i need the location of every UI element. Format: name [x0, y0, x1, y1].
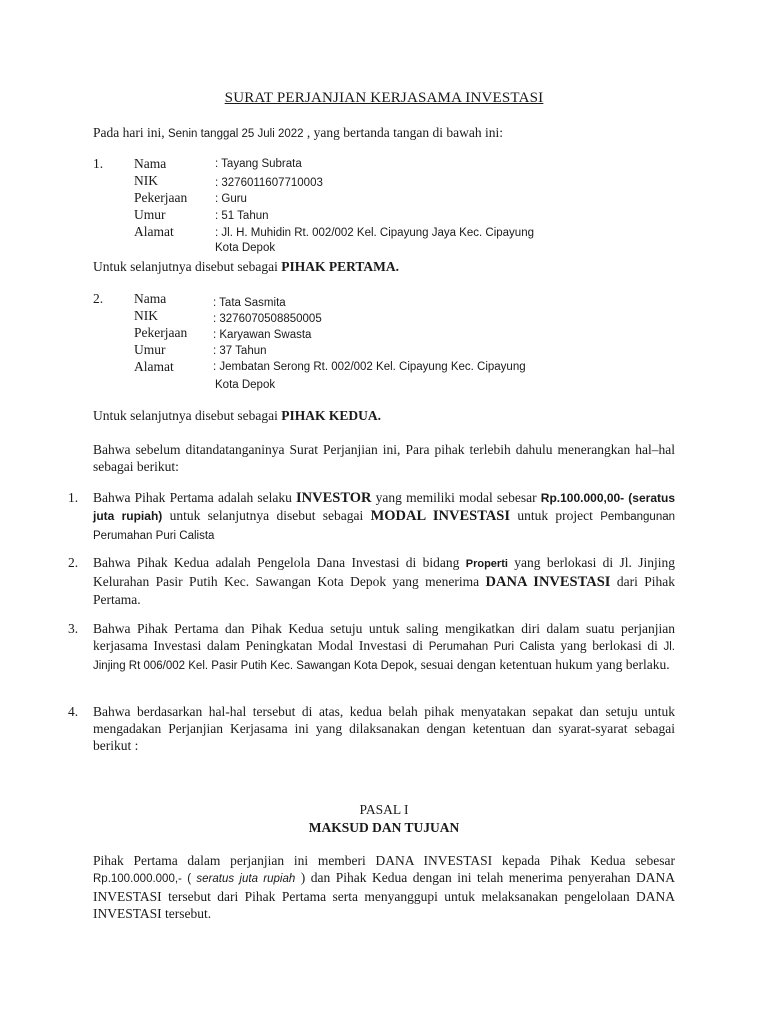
party-1-label-umur: Umur	[134, 207, 166, 222]
pasal-amount: Rp.100.000.000,- (	[93, 873, 197, 885]
pasal-heading: MAKSUD DAN TUJUAN	[308, 820, 460, 835]
item-1-number: 1.	[68, 490, 79, 505]
party-1-value-nama: : Tayang Subrata	[215, 158, 302, 170]
intro-post: , yang bertanda tangan di bawah ini:	[303, 125, 503, 140]
item-3-perumahan: Perumahan Puri Calista	[428, 641, 555, 653]
item-1-part-c: yang memiliki modal sebesar	[371, 490, 541, 505]
party-2-number: 2.	[93, 291, 104, 306]
party-2-label-nama: Nama	[134, 291, 167, 306]
intro-pre: Pada hari ini,	[93, 125, 168, 140]
item-3-location: Jl. Jinjing Rt 006/002 Kel. Pasir Putih Kec. Sawangan Kota Depok	[93, 641, 675, 672]
party-2-value-umur: : 37 Tahun	[213, 345, 267, 357]
party-2-designation-name: PIHAK KEDUA.	[281, 408, 381, 423]
item-3-number: 3.	[68, 621, 79, 636]
item-1-part-a: Bahwa Pihak Pertama adalah selaku	[93, 490, 297, 505]
party-2-value-alamat-line2: Kota Depok	[215, 379, 276, 391]
party-2-value-nik: : 3276070508850005	[213, 313, 322, 325]
party-2-designation-text: Untuk selanjutnya disebut sebagai	[93, 408, 282, 423]
intro-date: Senin tanggal 25 Juli 2022	[167, 128, 304, 140]
item-1-modal-investasi: MODAL INVESTASI	[370, 508, 511, 524]
pasal-part-d: )	[295, 870, 306, 885]
intro-paragraph	[93, 124, 675, 143]
item-4-number: 4.	[68, 704, 79, 719]
party-1-designation-text: Untuk selanjutnya disebut sebagai	[93, 259, 282, 274]
party-1-label-nama: Nama	[134, 156, 167, 171]
party-1-number: 1.	[93, 156, 104, 171]
party-2-label-alamat: Alamat	[134, 359, 174, 374]
item-1-project: Pembangunan Perumahan Puri Calista	[93, 511, 676, 542]
party-2-label-umur: Umur	[134, 342, 166, 357]
party-1-value-alamat-line2: Kota Depok	[215, 242, 276, 254]
item-2-number: 2.	[68, 555, 79, 570]
party-1-value-alamat: : Jl. H. Muhidin Rt. 002/002 Kel. Cipayung Jaya Kec. Cipayung	[215, 227, 534, 239]
party-2-value-nama: : Tata Sasmita	[213, 297, 286, 309]
party-1-designation-name: PIHAK PERTAMA.	[281, 259, 399, 274]
item-2-properti: Properti	[465, 558, 508, 570]
pasal-paragraph	[93, 852, 675, 922]
item-3-part-e: , sesuai dengan ketentuan hukum yang berlaku.	[413, 657, 670, 672]
preamble-paragraph: Bahwa sebelum ditandatanganinya Surat Perjanjian ini, Para pihak terlebih dahulu menerangkan hal–hal sebagai berikut:	[93, 442, 675, 474]
item-3-part-c: yang berlokasi di	[554, 638, 664, 653]
party-1-label-nik: NIK	[134, 173, 158, 188]
item-2-part-a: Bahwa Pihak Kedua adalah Pengelola Dana Investasi di bidang	[93, 555, 466, 570]
item-1-investor: INVESTOR	[296, 490, 372, 506]
item-1-amount: Rp.100.000,00- (seratus juta rupiah)	[93, 491, 675, 523]
item-1-text	[93, 489, 675, 545]
party-2-label-pekerjaan: Pekerjaan	[134, 325, 188, 340]
item-3-part-a: Bahwa Pihak Pertama dan Pihak Kedua setuju untuk saling mengikatkan diri dalam suatu perjanjian kerjasama Investasi dalam Peningkatan Modal Investasi di	[93, 621, 675, 653]
party-2-value-pekerjaan: : Karyawan Swasta	[213, 329, 312, 341]
pasal-part-a: Pihak Pertama dalam perjanjian ini memberi DANA INVESTASI kepada Pihak Kedua sebesar	[93, 853, 675, 868]
item-2-dana-investasi: DANA INVESTASI	[485, 574, 611, 590]
party-2-value-alamat: : Jembatan Serong Rt. 002/002 Kel. Cipayung Kec. Cipayung	[213, 361, 526, 373]
item-4-text: Bahwa berdasarkan hal-hal tersebut di atas, kedua belah pihak menyatakan sepakat dan setuju untuk mengadakan Perjanjian Kerjasama ini yang dilaksanakan dengan ketentuan dan syarat-syarat sebagai berikut :	[93, 704, 675, 753]
item-1-part-g: untuk project	[510, 508, 601, 523]
party-1-value-nik: : 3276011607710003	[215, 177, 323, 189]
party-1-value-umur: : 51 Tahun	[215, 210, 269, 222]
party-1-label-pekerjaan: Pekerjaan	[134, 190, 188, 205]
item-3-text	[93, 620, 675, 675]
party-2-label-nik: NIK	[134, 308, 158, 323]
party-1-designation	[93, 258, 675, 275]
pasal-part-e: dan Pihak Kedua dengan ini telah menerima penyerahan DANA INVESTASI tersebut dari Pihak Pertama serta menyanggupi untuk melaksanakan pengelolaan DANA INVESTASI tersebut.	[93, 870, 676, 921]
party-1-label-alamat: Alamat	[134, 224, 174, 239]
pasal-number: PASAL I	[359, 802, 409, 817]
party-2-designation	[93, 407, 675, 424]
party-1-value-pekerjaan: : Guru	[215, 193, 247, 205]
pasal-amount-words: seratus juta rupiah	[196, 873, 296, 885]
document-title: SURAT PERJANJIAN KERJASAMA INVESTASI	[224, 90, 544, 106]
item-1-part-e: untuk selanjutnya disebut sebagai	[162, 508, 371, 523]
item-2-part-c: yang berlokasi di Jl. Jinjing Kelurahan Pasir Putih Kec. Sawangan Kota Depok yang menerima	[93, 555, 675, 589]
item-2-part-e: dari Pihak Pertama.	[93, 574, 675, 607]
item-2-text	[93, 554, 675, 608]
